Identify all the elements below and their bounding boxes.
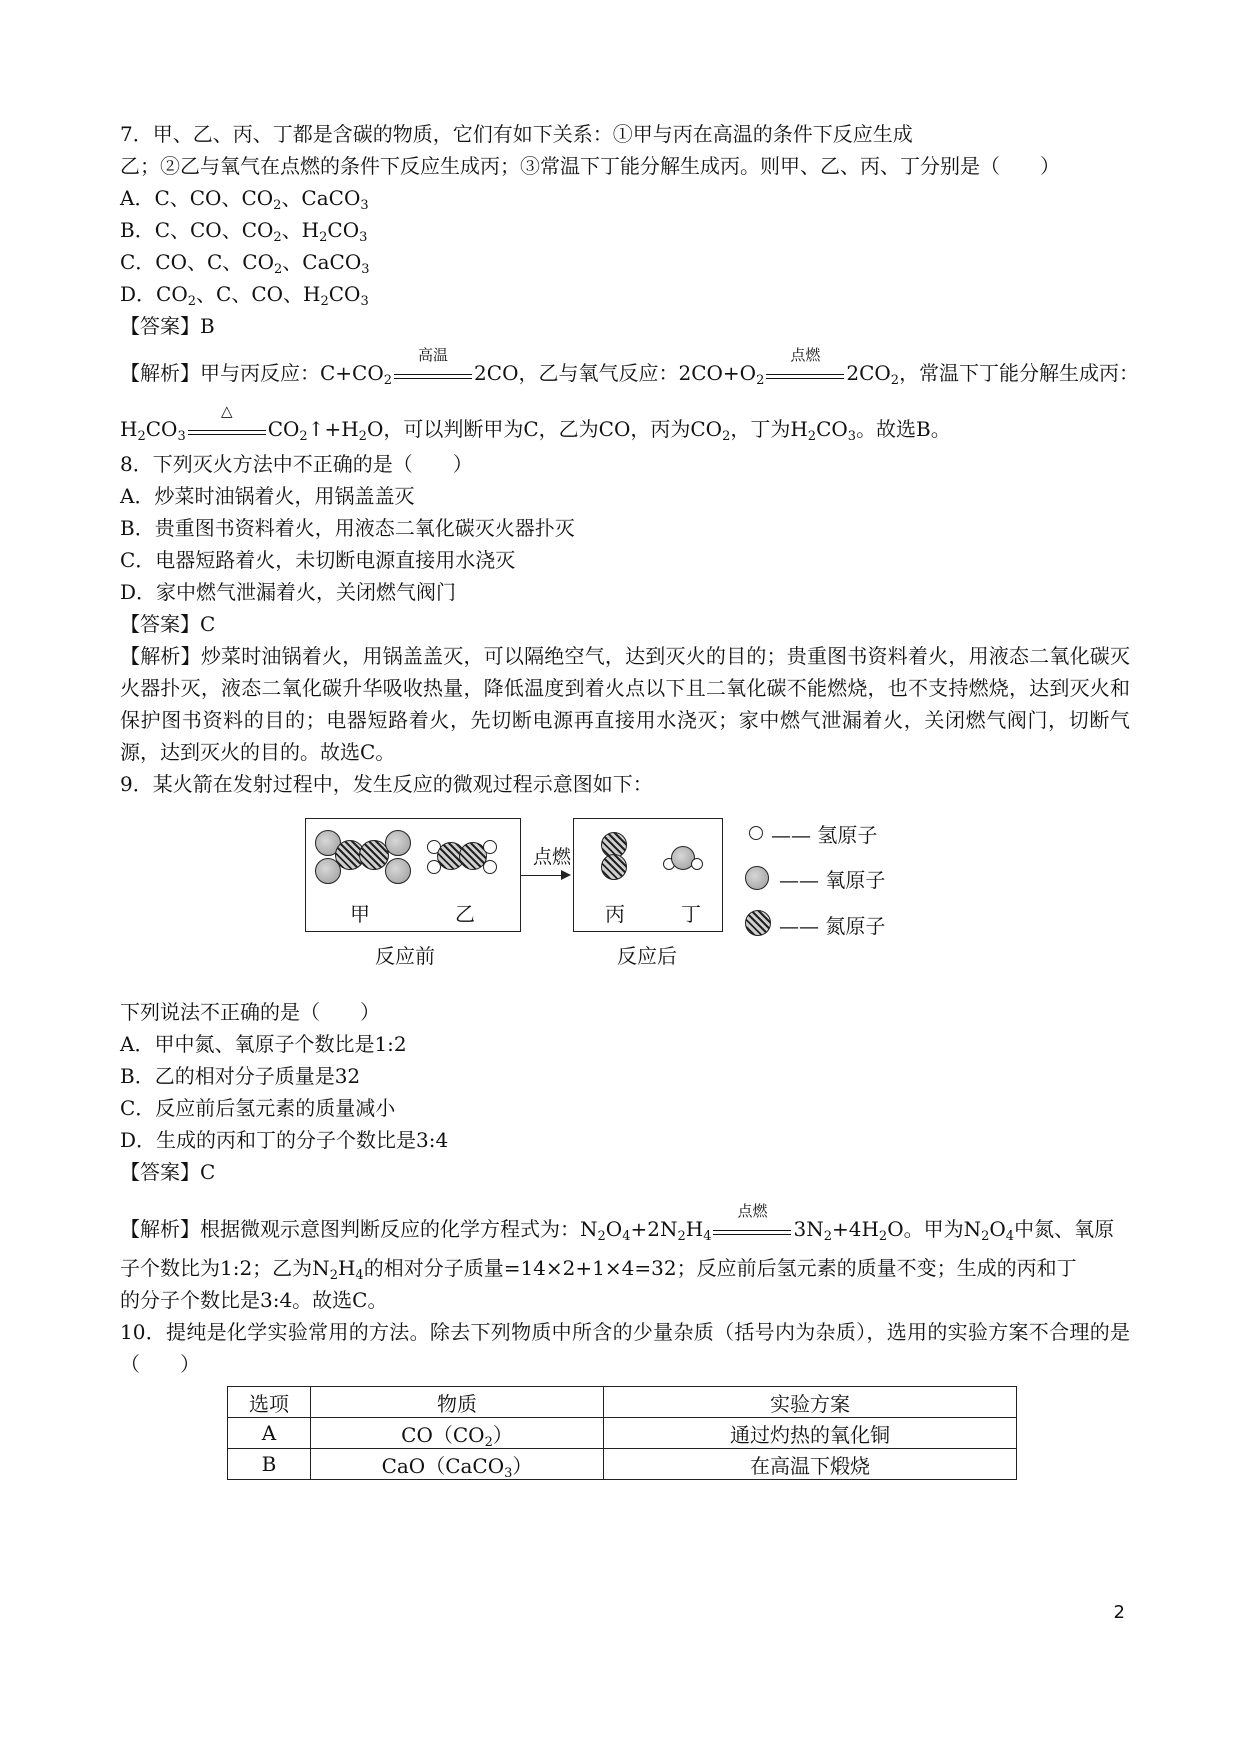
- q7-option-a: A．C、CO、$CO_2$、CaCO$_3$: [120, 186, 369, 213]
- reaction-diagram: [305, 818, 945, 978]
- table-cell: B: [228, 1449, 311, 1480]
- table-row: [228, 1418, 1017, 1449]
- hydrogen-atom: [483, 840, 497, 854]
- legend-oxygen-icon: [745, 866, 769, 890]
- table-cell: 通过灼热的氧化铜: [604, 1418, 1017, 1449]
- q9-stem: 9．某火箭在发射过程中，发生反应的微观过程示意图如下：: [120, 772, 653, 796]
- hydrogen-atom: [691, 858, 703, 870]
- q9-analysis-line-3: 的分子个数比是3:4。故选C。: [120, 1288, 388, 1312]
- oxygen-atom: [385, 830, 411, 856]
- page-number: 2: [1113, 1602, 1125, 1623]
- q7-stem-line-2: 乙；②乙与氧气在点燃的条件下反应生成丙；③常温下丁能分解生成丙。则甲、乙、丙、丁分别是（ ）: [120, 154, 1060, 178]
- q7-answer: 【答案】B: [120, 314, 215, 338]
- table-header-row: [228, 1387, 1017, 1418]
- reaction-condition: 高温: [394, 362, 472, 388]
- q8-option-c: C．电器短路着火，未切断电源直接用水浇灭: [120, 548, 516, 572]
- arrow-condition: 点燃: [533, 846, 572, 868]
- q10-stem: 10．提纯是化学实验常用的方法。除去下列物质中所含的少量杂质（括号内为杂质），选用的实验方案不合理的是（ ）: [120, 1320, 1130, 1376]
- nitrogen-atom: [601, 854, 627, 880]
- q9-option-b: B．乙的相对分子质量是32: [120, 1064, 361, 1088]
- table-header: 选项: [228, 1387, 311, 1418]
- q7-stem-line-1: 7．甲、乙、丙、丁都是含碳的物质，它们有如下关系：①甲与丙在高温的条件下反应生成: [120, 122, 913, 146]
- label-jia: 甲: [350, 902, 370, 926]
- legend-nitrogen-icon: [745, 910, 771, 936]
- hydrogen-atom: [483, 860, 497, 874]
- table-cell: $CO(CO_2)$: [311, 1418, 604, 1449]
- label-bing: 丙: [605, 902, 625, 926]
- q8-option-b: B．贵重图书资料着火，用液态二氧化碳灭火器扑灭: [120, 516, 575, 540]
- reaction-condition: 点燃: [766, 362, 844, 388]
- q7-analysis-line-1: 【解析】甲与丙反应：$C+CO_2$ 高温 2CO，乙与氧气反应：$2CO+O_2$ 点燃 $2CO_2$，常温下丁能分解生成丙：: [120, 345, 1140, 388]
- label-after: 反应后: [617, 944, 677, 968]
- label-yi: 乙: [455, 902, 475, 926]
- q9-prompt: 下列说法不正确的是（ ）: [120, 1000, 380, 1024]
- reaction-condition: △: [188, 418, 266, 444]
- q8-option-a: A．炒菜时油锅着火，用锅盖盖灭: [120, 484, 415, 508]
- label-before: 反应前: [375, 944, 435, 968]
- arrow-head-icon: [561, 870, 571, 880]
- document-body: [120, 118, 1140, 1481]
- q9-answer: 【答案】C: [120, 1160, 216, 1184]
- q9-option-d: D．生成的丙和丁的分子个数比是3:4: [120, 1128, 449, 1152]
- table-row: [228, 1449, 1017, 1480]
- q7-option-b: B．C、CO、$CO_2$、$H_2CO_3$: [120, 218, 368, 245]
- q9-analysis-line-2: 子个数比为1:2；乙为$N_2H_4$的相对分子质量=14×2+1×4=32；反应前后氢元素的质量不变；生成的丙和丁: [120, 1256, 1077, 1283]
- legend-hydrogen-icon: [749, 826, 763, 840]
- label-ding: 丁: [681, 902, 701, 926]
- table-cell: 在高温下煅烧: [604, 1449, 1017, 1480]
- q9-option-a: A．甲中氮、氧原子个数比是1:2: [120, 1032, 407, 1056]
- q7-option-c: C．CO、C、$CO_2$、CaCO$_3$: [120, 250, 370, 277]
- q8-answer: 【答案】C: [120, 612, 216, 636]
- q8-option-d: D．家中燃气泄漏着火，关闭燃气阀门: [120, 580, 457, 604]
- table-cell: CaO（CaCO$_3$）: [311, 1449, 604, 1480]
- q7-analysis-line-2: $H_2CO_3$ △ $CO_2↑+H_2O$，可以判断甲为C，乙为CO，丙为$CO_2$，丁为$H_2CO_3$。故选B。: [120, 401, 951, 444]
- table-header: 实验方案: [604, 1387, 1017, 1418]
- oxygen-atom: [385, 858, 411, 884]
- legend-hydrogen: —— 氢原子: [771, 823, 878, 847]
- legend-oxygen: —— 氧原子: [779, 868, 886, 892]
- table-cell: A: [228, 1418, 311, 1449]
- q8-stem: 8．下列灭火方法中不正确的是（ ）: [120, 452, 473, 476]
- q9-option-c: C．反应前后氢元素的质量减小: [120, 1096, 396, 1120]
- q8-analysis: 【解析】炒菜时油锅着火，用锅盖盖灭，可以隔绝空气，达到灭火的目的；贵重图书资料着火，用液态二氧化碳灭火器扑灭，液态二氧化碳升华吸收热量，降低温度到着火点以下且二氧化碳不能燃烧，也不支持燃烧，达到灭火和保护图书资料的目的；电器短路着火，先切断电源再直接用水浇灭；家中燃气泄漏着火，关闭燃气阀门，切断气源，达到灭火的目的。故选C。: [120, 644, 1130, 764]
- legend-nitrogen: —— 氮原子: [779, 914, 886, 938]
- reaction-arrow: [521, 875, 561, 876]
- table-header: 物质: [311, 1387, 604, 1418]
- q7-option-d: D．$CO_2$、C、CO、$H_2CO_3$: [120, 282, 369, 309]
- q9-analysis-line-1: 【解析】根据微观示意图判断反应的化学方程式为：$N_2O_4+2N_2H_4$ 点燃 $3N_2+4H_2O$。甲为$N_2O_4$中氮、氧原: [120, 1201, 1115, 1244]
- reaction-condition: 点燃: [713, 1218, 791, 1244]
- q10-options-table: [227, 1386, 1017, 1480]
